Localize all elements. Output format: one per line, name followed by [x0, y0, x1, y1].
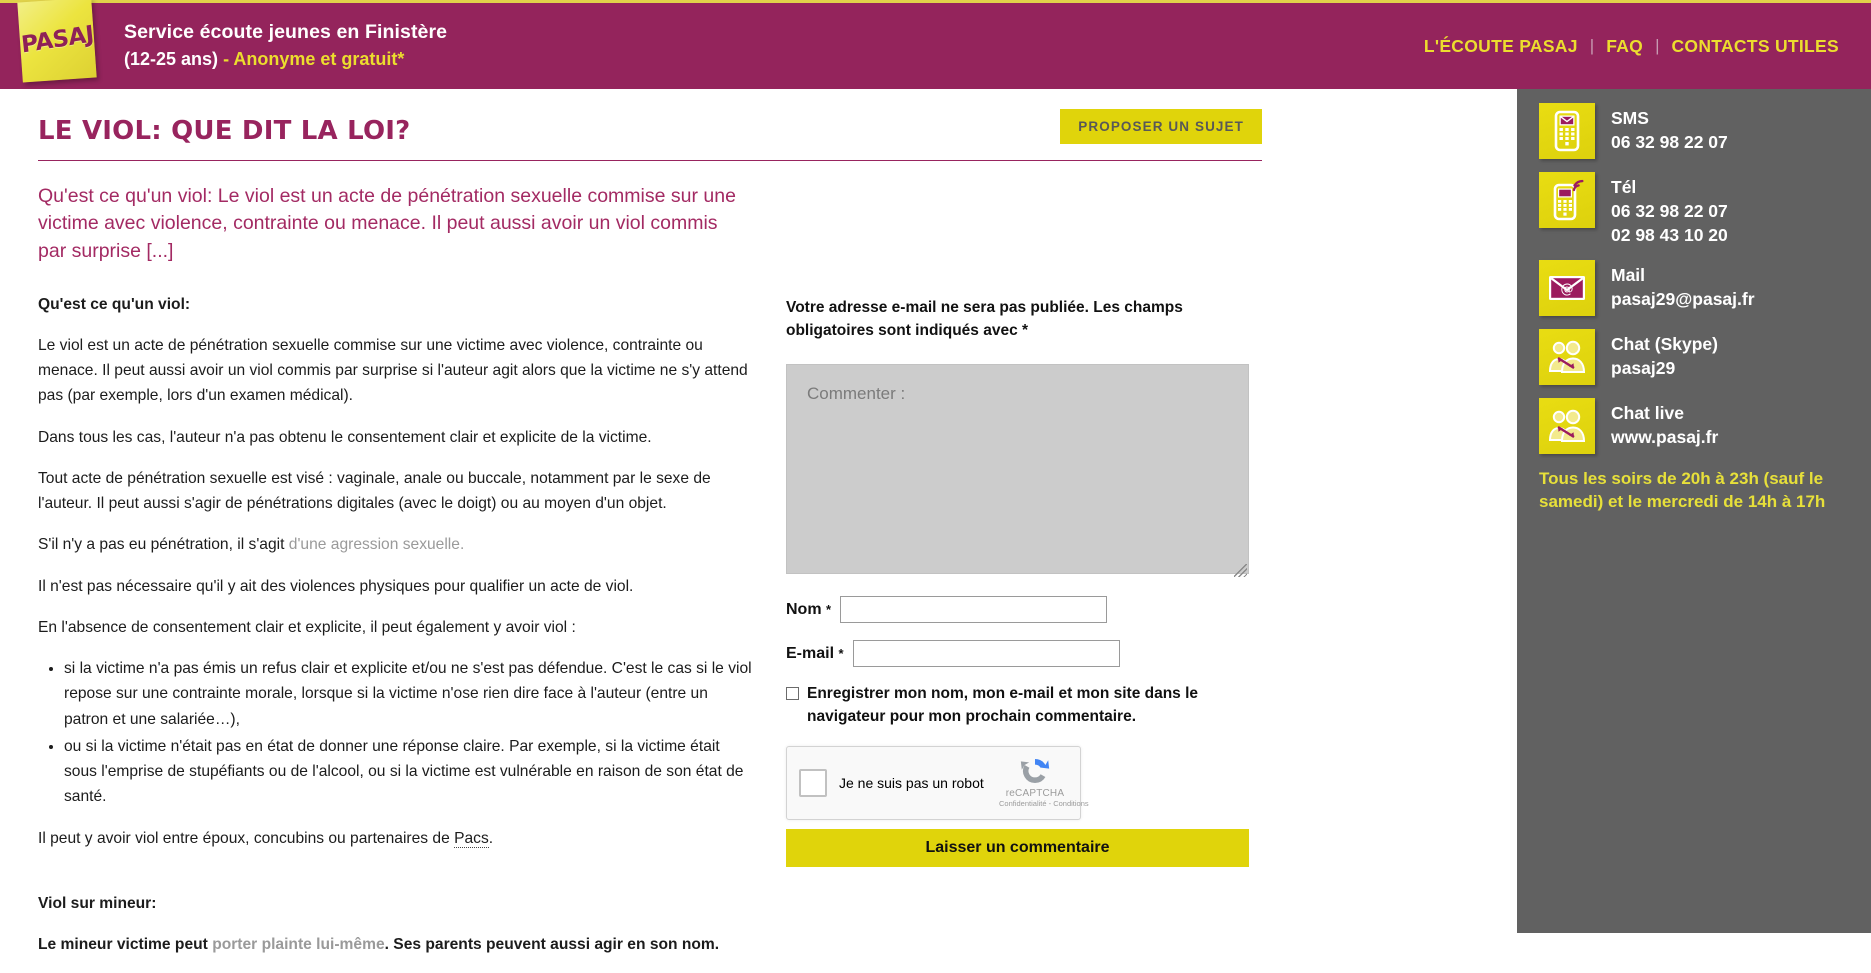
email-field-row	[786, 640, 1256, 667]
contact-text-chat-live	[1611, 398, 1718, 450]
contact-item-sms[interactable]	[1539, 103, 1871, 159]
header-tagline-line1: Service écoute jeunes en Finistère	[124, 20, 448, 43]
header-age-range: (12-25 ans)	[124, 49, 219, 70]
email-label-text: E-mail	[786, 644, 835, 662]
article-paragraph-6: En l'absence de consentement clair et explicite, il peut également y avoir viol :	[38, 618, 576, 636]
comment-form	[786, 292, 1256, 973]
svg-text:@: @	[1560, 282, 1574, 298]
recaptcha-checkbox[interactable]	[799, 769, 827, 797]
mail-icon	[1539, 260, 1595, 316]
chat-people-icon	[1539, 398, 1595, 454]
article-paragraph-3: Tout acte de pénétration sexuelle est visé : vaginale, anale ou buccale, notamment par le sexe de l'auteur. Il peut aussi s'agir de pénétrations digitales (avec le doigt) ou au moyen d'un objet.	[38, 469, 711, 513]
list-item: • si la victime n'a pas émis un refus clair et explicite et/ou ne s'est pas défendue. C'est le cas si le viol repose sur une contrainte morale, lorsque si la victime n'ose rien dire face à l'auteur (entre un patron et une salariée…),	[64, 656, 752, 732]
name-required-mark: *	[826, 601, 832, 617]
contact-item-chat-live[interactable]	[1539, 398, 1871, 454]
header-anonymous-note: - Anonyme et gratuit*	[223, 49, 405, 70]
article-heading-2: Viol sur mineur:	[38, 894, 157, 912]
name-input[interactable]	[840, 596, 1107, 623]
contact-value: 06 32 98 22 07	[1611, 131, 1728, 152]
article-paragraph-7-end: .	[488, 829, 494, 847]
contact-label: SMS	[1611, 108, 1649, 128]
main-navigation	[1412, 36, 1871, 57]
contact-label: Chat (Skype)	[1611, 334, 1718, 355]
article-heading-1: Qu'est ce qu'un viol:	[38, 295, 191, 313]
article-body	[38, 292, 752, 973]
recaptcha-branding	[999, 755, 1089, 809]
email-label	[786, 645, 844, 663]
article-paragraph-8-text: Le mineur victime peut	[38, 936, 213, 954]
link-porter-plainte[interactable]: porter plainte lui-même	[212, 936, 385, 954]
recaptcha-label: Je ne suis pas un robot	[839, 775, 984, 792]
email-input[interactable]	[853, 640, 1120, 667]
title-row	[0, 89, 1517, 146]
opening-hours: Tous les soirs de 20h à 23h (sauf le samedi) et le mercredi de 14h à 17h	[1539, 469, 1826, 512]
contact-item-tel[interactable]	[1539, 172, 1871, 247]
article-paragraph-2: Dans tous les cas, l'auteur n'a pas obtenu le consentement clair et explicite de la victime.	[38, 428, 652, 446]
email-required-mark: *	[838, 645, 844, 661]
form-privacy-notice: Votre adresse e-mail ne sera pas publiée. Les champs obligatoires sont indiqués avec *	[786, 298, 1183, 339]
title-divider	[38, 160, 1262, 161]
chat-people-icon	[1539, 329, 1595, 385]
article-paragraph-8	[38, 932, 752, 957]
logo-sticky-note	[17, 0, 96, 82]
contact-label: Tél	[1611, 177, 1637, 197]
nav-item-ecoute-pasaj[interactable]: L'ÉCOUTE PASAJ	[1423, 35, 1578, 56]
article-paragraph-4	[38, 532, 752, 557]
article-paragraph-7-text: Il peut y avoir viol entre époux, concubins ou partenaires de	[38, 829, 455, 847]
nav-separator-2: |	[1655, 36, 1660, 55]
article-excerpt: Qu'est ce qu'un viol: Le viol est un acte de pénétration sexuelle commise sur une victime avec violence, contrainte ou menace. Il peut aussi avoir un viol commis par surprise [...]	[38, 184, 736, 262]
contact-sidebar	[1517, 89, 1871, 933]
phone-signal-icon	[1539, 172, 1595, 228]
list-item: • ou si la victime n'était pas en état de donner une réponse claire. Par exemple, si la victime était sous l'emprise de stupéfiants ou de l'alcool, ou si la victime est vulnérable en raison de son état de santé.	[64, 734, 752, 810]
contact-text-sms	[1611, 103, 1728, 155]
propose-subject-button[interactable]: PROPOSER UN SUJET	[1060, 109, 1262, 144]
recaptcha-icon	[999, 755, 1071, 787]
article-paragraph-4-text: S'il n'y a pas eu pénétration, il s'agit	[38, 536, 289, 554]
main-content	[0, 89, 1517, 954]
article-paragraph-7	[38, 826, 752, 851]
contact-label: Mail	[1611, 265, 1646, 286]
sms-phone-icon	[1539, 103, 1595, 159]
name-label-text: Nom	[786, 600, 822, 618]
comment-textarea[interactable]	[786, 364, 1249, 574]
contact-value: 06 32 98 22 07	[1611, 200, 1728, 221]
header-titles	[118, 20, 447, 72]
recaptcha-widget[interactable]	[786, 746, 1089, 820]
name-label	[786, 601, 831, 619]
page-body	[0, 89, 1871, 954]
contact-value: pasaj29@pasaj.fr	[1611, 289, 1755, 310]
contact-item-chat-skype[interactable]	[1539, 329, 1871, 385]
save-details-checkbox[interactable]	[786, 687, 799, 700]
contact-text-mail	[1611, 260, 1755, 312]
link-agression-sexuelle[interactable]: d'une agression sexuelle.	[288, 536, 465, 554]
save-details-row	[786, 683, 1206, 728]
name-field-row	[786, 596, 1256, 623]
article-paragraph-5: Il n'est pas nécessaire qu'il y ait des violences physiques pour qualifier un acte de viol.	[38, 577, 634, 595]
article-paragraph-1: Le viol est un acte de pénétration sexuelle commise sur une victime avec violence, contrainte ou menace. Il peut aussi avoir un viol commis par surprise si l'auteur agit alors que la victime ne s'y attend pas (par exemple, lors d'un examen médical).	[38, 336, 748, 405]
site-header	[0, 0, 1871, 89]
submit-comment-button[interactable]: Laisser un commentaire	[786, 829, 1249, 867]
nav-item-faq[interactable]: FAQ	[1606, 35, 1644, 56]
nav-separator-1: |	[1589, 36, 1595, 55]
contact-text-chat-skype	[1611, 329, 1718, 381]
header-tagline-line2	[124, 48, 447, 72]
site-logo[interactable]	[0, 2, 118, 91]
contact-value: www.pasaj.fr	[1611, 427, 1719, 448]
contact-value: pasaj29	[1611, 358, 1676, 379]
logo-text: PASAJ	[19, 20, 95, 59]
contact-value-secondary: 02 98 43 10 20	[1611, 224, 1728, 245]
article-paragraph-8-end: . Ses parents peuvent aussi agir en son nom.	[384, 936, 720, 954]
contact-text-tel	[1611, 172, 1728, 247]
contact-item-mail[interactable]	[1539, 260, 1871, 316]
save-details-label: Enregistrer mon nom, mon e-mail et mon site dans le navigateur pour mon prochain commentaire.	[807, 685, 1199, 725]
article-bullet-list	[38, 656, 752, 810]
recaptcha-terms-links[interactable]: Confidentialité - Conditions	[999, 799, 1089, 809]
page-title: LE VIOL: QUE DIT LA LOI?	[38, 116, 411, 146]
nav-item-contacts-utiles[interactable]: CONTACTS UTILES	[1671, 35, 1839, 56]
contact-label: Chat live	[1611, 403, 1684, 424]
content-columns	[0, 292, 1517, 973]
term-pacs[interactable]: Pacs	[454, 829, 489, 847]
recaptcha-brand-name: reCAPTCHA	[1005, 788, 1065, 800]
